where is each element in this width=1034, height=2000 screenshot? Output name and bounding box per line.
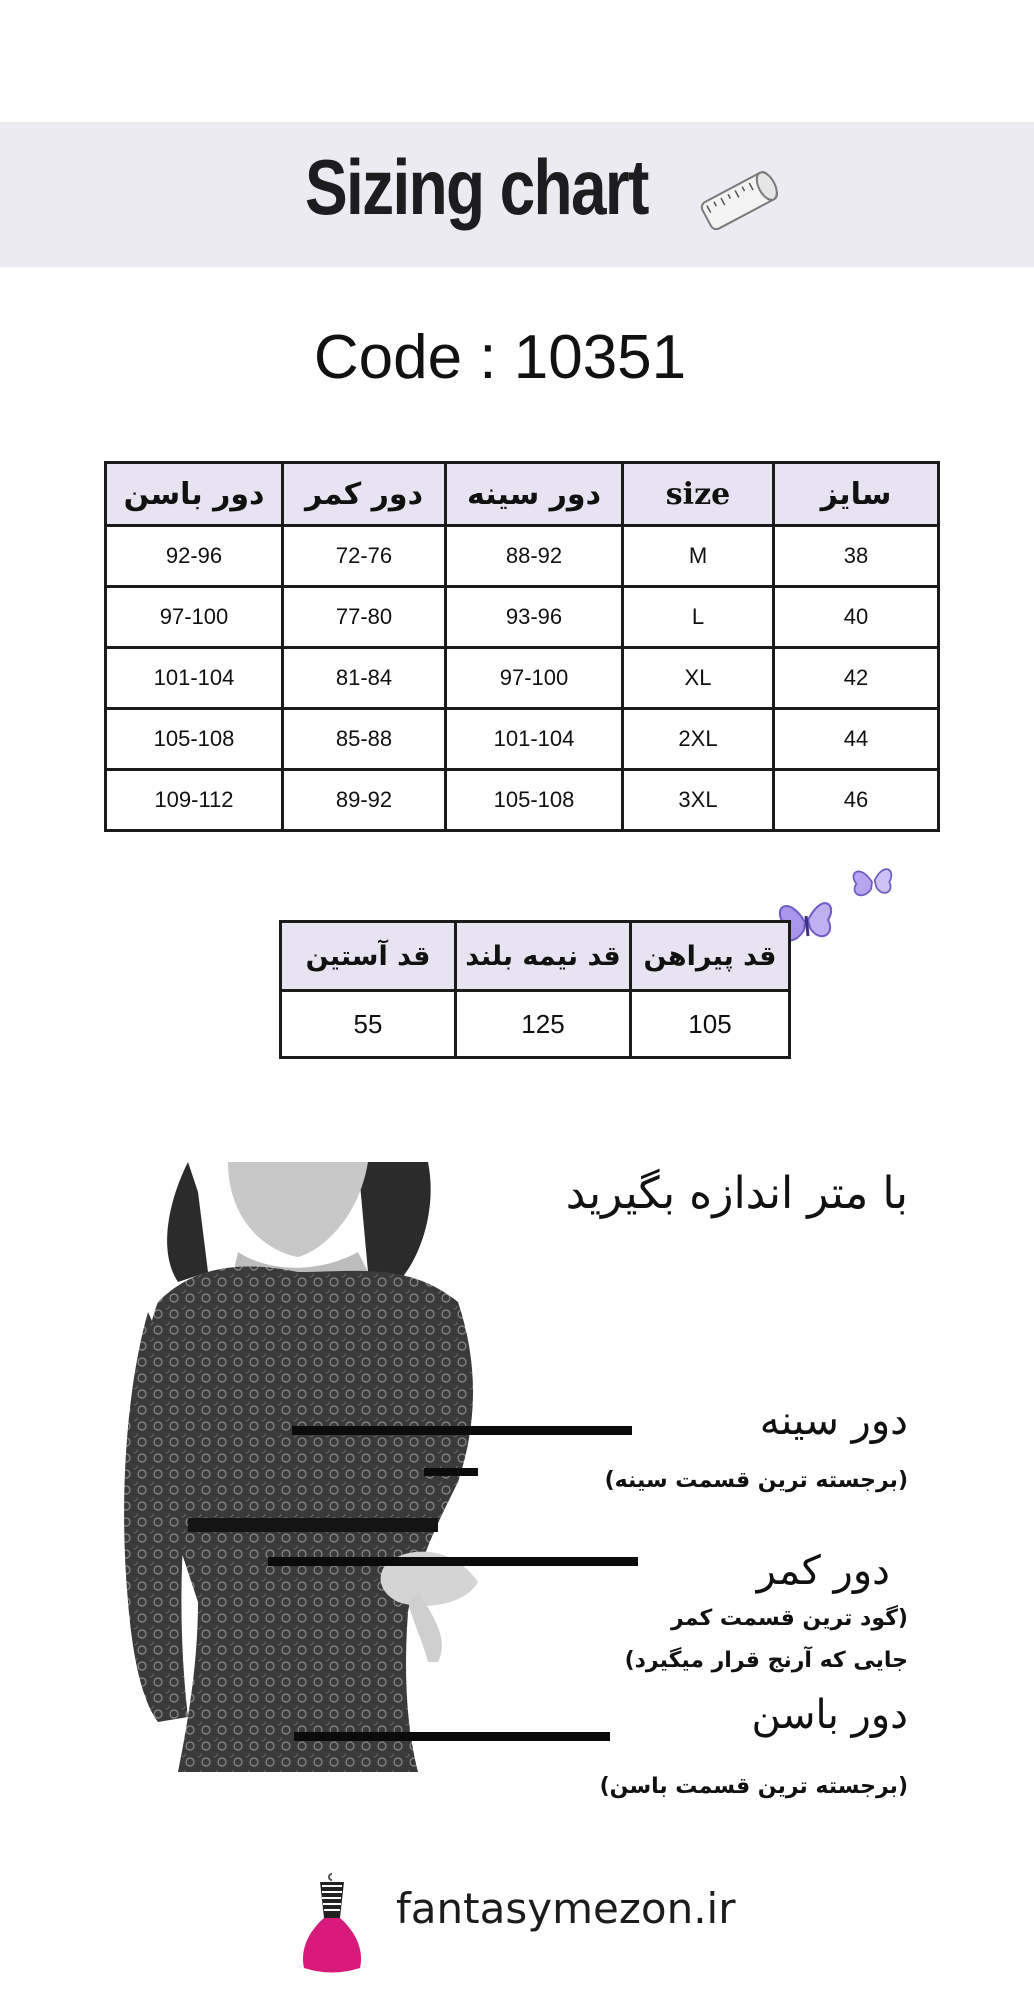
measuring-tape-icon [695, 160, 783, 244]
cell-bust: 105-108 [446, 770, 623, 831]
bust-measure-line [292, 1426, 632, 1435]
table-row [106, 526, 939, 587]
length-table-header-row [281, 922, 790, 991]
cell-bust: 93-96 [446, 587, 623, 648]
table-row [106, 587, 939, 648]
cell-sleeve-length: 55 [281, 991, 456, 1058]
bust-label: دور سینه [759, 1398, 908, 1444]
cell-size-latin: 3XL [623, 770, 774, 831]
cell-size: 38 [774, 526, 939, 587]
footer-brand: fantasymezon.ir [396, 1884, 736, 1933]
size-table [104, 461, 940, 832]
bust-note: (برجسته ترین قسمت سینه) [604, 1468, 908, 1493]
header-size-latin: size [623, 463, 774, 526]
header-hip: دور باسن [106, 463, 283, 526]
model-photo [118, 1162, 518, 1772]
waist-measure-line [268, 1557, 638, 1566]
page-title: Sizing chart [305, 143, 648, 231]
cell-size-latin: L [623, 587, 774, 648]
product-code: Code : 10351 [313, 323, 687, 392]
cell-size: 42 [774, 648, 939, 709]
cell-size: 40 [774, 587, 939, 648]
header-bust: دور سینه [446, 463, 623, 526]
cell-size-latin: M [623, 526, 774, 587]
bust-measure-line-short [424, 1468, 478, 1476]
cell-size-latin: 2XL [623, 709, 774, 770]
cell-hip: 101-104 [106, 648, 283, 709]
header-dress-length: قد پیراهن [631, 922, 790, 991]
cell-size: 46 [774, 770, 939, 831]
cell-bust: 101-104 [446, 709, 623, 770]
waist-note-line2: جایی که آرنج قرار میگیرد) [624, 1648, 908, 1673]
cell-waist: 89-92 [283, 770, 446, 831]
guide-title: با متر اندازه بگیرید [565, 1168, 908, 1219]
table-row [281, 991, 790, 1058]
cell-hip: 105-108 [106, 709, 283, 770]
cell-size: 44 [774, 709, 939, 770]
length-table [279, 920, 791, 1059]
cell-hip: 92-96 [106, 526, 283, 587]
hip-note: (برجسته ترین قسمت باسن) [599, 1774, 908, 1799]
table-row [106, 770, 939, 831]
dress-icon [300, 1872, 364, 1976]
waist-note-line1: (گود ترین قسمت کمر [671, 1606, 908, 1631]
cell-size-latin: XL [623, 648, 774, 709]
cell-hip: 109-112 [106, 770, 283, 831]
waist-label: دور کمر [756, 1548, 890, 1594]
cell-midi-length: 125 [456, 991, 631, 1058]
cell-waist: 77-80 [283, 587, 446, 648]
cell-waist: 85-88 [283, 709, 446, 770]
hip-label: دور باسن [751, 1692, 908, 1738]
size-table-header-row [106, 463, 939, 526]
table-row [106, 709, 939, 770]
cell-hip: 97-100 [106, 587, 283, 648]
header-sleeve-length: قد آستین [281, 922, 456, 991]
butterfly-icon [846, 856, 898, 908]
cell-dress-length: 105 [631, 991, 790, 1058]
header-waist: دور کمر [283, 463, 446, 526]
header-midi-length: قد نیمه بلند [456, 922, 631, 991]
cell-waist: 81-84 [283, 648, 446, 709]
cell-bust: 88-92 [446, 526, 623, 587]
cell-waist: 72-76 [283, 526, 446, 587]
header-size: سایز [774, 463, 939, 526]
hip-measure-line [294, 1732, 610, 1741]
cell-bust: 97-100 [446, 648, 623, 709]
table-row [106, 648, 939, 709]
